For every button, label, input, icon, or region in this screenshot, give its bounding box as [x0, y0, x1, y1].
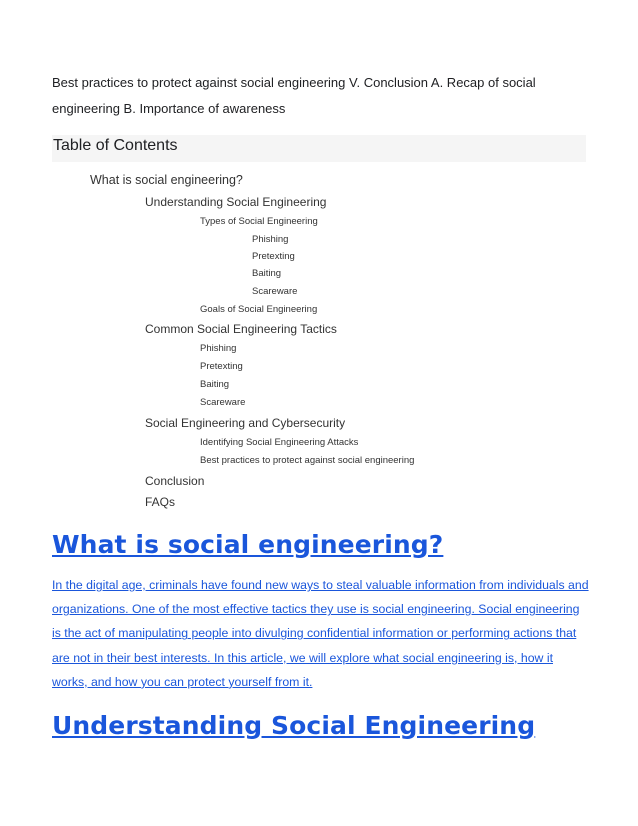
toc-link[interactable]: Phishing [252, 234, 289, 245]
toc-link[interactable]: Scareware [200, 397, 246, 408]
toc-link[interactable]: Best practices to protect against social engineering [200, 455, 415, 466]
intro-paragraph: Best practices to protect against social engineering V. Conclusion A. Recap of social engineering B. Importance of awareness [52, 75, 536, 116]
toc-link[interactable]: Baiting [252, 268, 282, 279]
toc-link[interactable]: Pretexting [252, 251, 295, 262]
toc-link[interactable]: Types of Social Engineering [200, 216, 318, 227]
toc-link[interactable]: FAQs [145, 495, 176, 509]
toc-link[interactable]: What is social engineering? [90, 173, 243, 187]
toc-link[interactable]: Conclusion [145, 474, 205, 488]
toc-link[interactable]: Understanding Social Engineering [145, 195, 327, 209]
section-body-paragraph[interactable]: In the digital age, criminals have found new ways to steal valuable information from individuals and organizations. One of the most effective tactics they use is social engineering. Social engineering is the act of manipulating people into divulging confidential information or performing actions that are not in their best interests. In this article, we will explore what social engineering is, how it works, and how you can protect yourself from it. [52, 578, 589, 689]
section-heading-understanding[interactable]: Understanding Social Engineering [52, 711, 536, 740]
toc-link[interactable]: Scareware [252, 286, 298, 297]
toc-link[interactable]: Identifying Social Engineering Attacks [200, 437, 359, 448]
section-heading-what-is[interactable]: What is social engineering? [52, 530, 444, 559]
toc-link[interactable]: Common Social Engineering Tactics [145, 322, 337, 336]
toc-link[interactable]: Social Engineering and Cybersecurity [145, 416, 346, 430]
toc-heading: Table of Contents [52, 135, 586, 162]
toc-link[interactable]: Goals of Social Engineering [200, 304, 318, 315]
toc-link[interactable]: Pretexting [200, 361, 243, 372]
toc-link[interactable]: Baiting [200, 379, 230, 390]
toc-link[interactable]: Phishing [200, 343, 237, 354]
